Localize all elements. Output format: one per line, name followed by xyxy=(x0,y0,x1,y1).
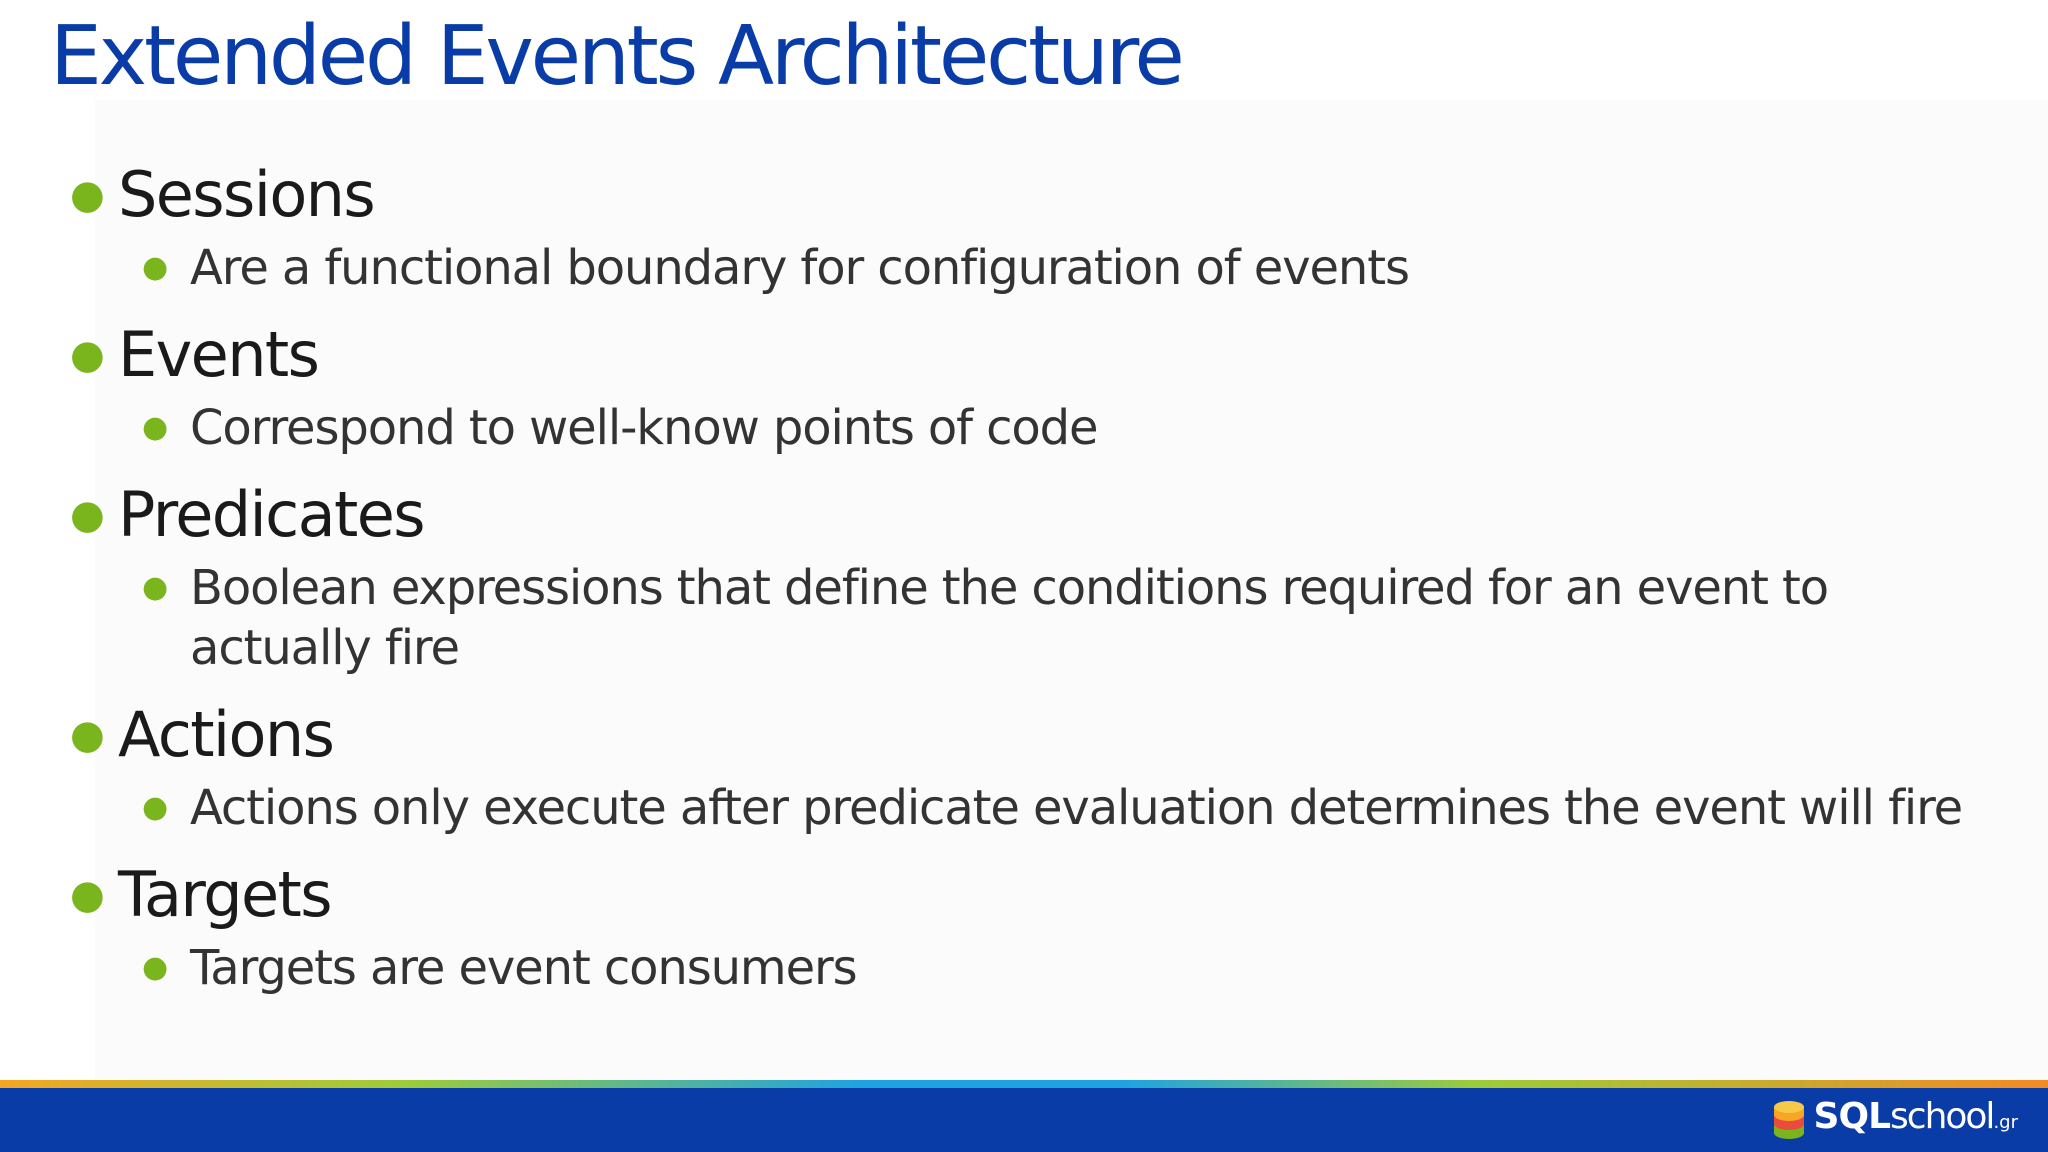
sub-bullet-row xyxy=(142,938,1990,1012)
bullet-heading-row xyxy=(70,692,1970,778)
sub-bullet-row xyxy=(142,778,1990,852)
sqlschool-logo xyxy=(1772,1098,2018,1142)
bullet-dot-icon: ● xyxy=(70,872,105,918)
sub-bullet-dot-icon: ● xyxy=(142,570,169,605)
bullet-list xyxy=(70,152,1970,1012)
bullet-heading: Events xyxy=(118,318,319,391)
bullet-heading-row xyxy=(70,312,1970,398)
sub-bullet-dot-icon: ● xyxy=(142,950,169,985)
bullet-heading: Sessions xyxy=(118,158,375,231)
bullet-dot-icon: ● xyxy=(70,492,105,538)
footer-bar xyxy=(0,1088,2048,1152)
logo-text-gr: .gr xyxy=(1993,1112,2018,1133)
bullet-heading-row xyxy=(70,852,1970,938)
bullet-heading: Targets xyxy=(118,858,331,931)
logo-text-school: school xyxy=(1890,1096,1994,1137)
sub-bullet-row xyxy=(142,398,1990,472)
bullet-dot-icon: ● xyxy=(70,172,105,218)
bullet-item-targets xyxy=(70,852,1970,1012)
bullet-heading: Predicates xyxy=(118,478,424,551)
sub-bullet-text: Boolean expressions that define the conditions required for an event to actually fire xyxy=(190,560,1828,676)
sub-bullet-text: Actions only execute after predicate evaluation determines the event will fire xyxy=(190,780,1963,836)
sub-bullet-text: Correspond to well-know points of code xyxy=(190,400,1098,456)
bullet-heading-row xyxy=(70,152,1970,238)
sub-bullet-text: Targets are event consumers xyxy=(190,940,857,996)
logo-text-sql: SQL xyxy=(1813,1096,1891,1137)
bullet-dot-icon: ● xyxy=(70,332,105,378)
bullet-item-events xyxy=(70,312,1970,472)
bullet-item-sessions xyxy=(70,152,1970,312)
stacked-database-icon xyxy=(1772,1100,1806,1140)
sub-bullet-dot-icon: ● xyxy=(142,790,169,825)
bullet-heading-row xyxy=(70,472,1970,558)
bullet-item-predicates xyxy=(70,472,1970,692)
bullet-item-actions xyxy=(70,692,1970,852)
sub-bullet-dot-icon: ● xyxy=(142,410,169,445)
sub-bullet-text: Are a functional boundary for configuration of events xyxy=(190,240,1409,296)
sub-bullet-row xyxy=(142,238,1990,312)
sub-bullet-row xyxy=(142,558,1990,692)
sub-bullet-dot-icon: ● xyxy=(142,250,169,285)
footer-gradient-stripe xyxy=(0,1080,2048,1088)
bullet-heading: Actions xyxy=(118,698,334,771)
slide-title: Extended Events Architecture xyxy=(50,9,1182,104)
logo-wordmark xyxy=(1814,1095,2018,1145)
bullet-dot-icon: ● xyxy=(70,712,105,758)
